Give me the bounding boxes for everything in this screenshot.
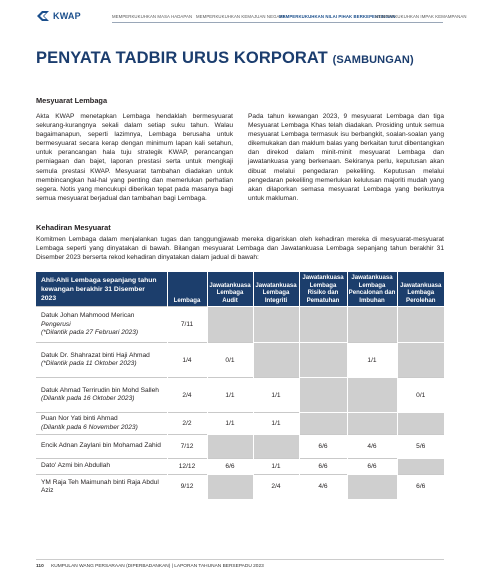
member-name-cell xyxy=(36,475,167,499)
member-appointment-note: (*Dilantik pada 27 Februari 2023) xyxy=(41,329,139,337)
member-name-cell xyxy=(36,307,167,343)
attendance-value: 1/1 xyxy=(207,378,253,413)
member-appointment-note: (Dilantik pada 16 Oktober 2023) xyxy=(41,395,135,403)
col-header-perolehan: Jawatankuasa Lembaga Perolehan xyxy=(397,272,444,307)
col-header-risiko: Jawatankuasa Lembaga Risiko dan Pematuhan xyxy=(299,272,347,307)
attendance-value: 6/6 xyxy=(207,459,253,475)
not-applicable-cell xyxy=(299,413,347,435)
attendance-value: 1/1 xyxy=(253,378,299,413)
not-applicable-cell xyxy=(253,307,299,343)
attendance-value: 0/1 xyxy=(397,378,444,413)
not-applicable-cell xyxy=(207,307,253,343)
attendance-value: 6/6 xyxy=(347,459,397,475)
member-name-cell xyxy=(36,435,167,459)
not-applicable-cell xyxy=(299,343,347,378)
table-row xyxy=(36,475,444,499)
member-name: Puan Nor Yati binti Ahmad xyxy=(41,415,118,423)
table-row xyxy=(36,459,444,475)
table-row xyxy=(36,307,444,343)
not-applicable-cell xyxy=(347,413,397,435)
col-header-lembaga: Lembaga xyxy=(167,272,207,307)
member-role: Pengerusi xyxy=(41,320,71,328)
attendance-value: 6/6 xyxy=(397,475,444,499)
page-number: 110 xyxy=(36,564,44,569)
not-applicable-cell xyxy=(253,343,299,378)
member-name-cell xyxy=(36,343,167,378)
member-appointment-note: (Dilantik pada 6 November 2023) xyxy=(41,423,138,431)
attendance-value: 1/4 xyxy=(167,343,207,378)
member-appointment-note: (*Dilantik pada 11 Oktober 2023) xyxy=(41,360,137,368)
nav-tab-impak-kemampanan[interactable]: MEMPERKUKUHKAN IMPAK KEMAMPANAN xyxy=(375,14,467,19)
not-applicable-cell xyxy=(397,413,444,435)
footer-text: KUMPULAN WANG PERSARAAN (DIPERBADANKAN) | LAPORAN TAHUNAN BERSEPADU 2023 xyxy=(51,564,264,569)
kwap-logo[interactable] xyxy=(36,10,81,22)
not-applicable-cell xyxy=(299,378,347,413)
not-applicable-cell xyxy=(347,378,397,413)
col-header-integriti: Jawatankuasa Lembaga Integriti xyxy=(253,272,299,307)
table-row xyxy=(36,343,444,378)
footer-divider xyxy=(36,559,444,560)
top-header xyxy=(0,0,480,34)
paragraph-left: Akta KWAP menetapkan Lembaga hendaklah bermesyuarat sekurang-kurangnya sekali dalam setiap suku tahun. Walau bagaimanapun, seperti lazimnya, Lembaga berusaha untuk bermesyuarat secara kerap dengan minimum lapan kali setahun, untuk perancangan hala tuju strategik KWAP, perancangan perniagaan dan bajet, laporan prestasi serta untuk mengkaji semula prestasi KWAP. Mesyuarat tambahan diadakan untuk membincangkan hal-hal yang penting dan memerlukan perhatian segera. Notis yang mencukupi diberikan tepat pada masanya bagi semua mesyuarat berjadual dan tambahan bagi Lembaga. xyxy=(36,113,233,202)
nav-tab-nilai-pihak[interactable]: MEMPERKUKUHKAN NILAI PIHAK BERKEPENTINGAN xyxy=(279,14,396,19)
page-footer xyxy=(36,564,264,569)
attendance-value: 4/6 xyxy=(347,435,397,459)
not-applicable-cell xyxy=(397,343,444,378)
attendance-value: 0/1 xyxy=(207,343,253,378)
section-nav xyxy=(112,14,467,19)
paragraph-right: Pada tahun kewangan 2023, 9 mesyuarat Lembaga dan tiga Mesyuarat Lembaga Khas telah diadakan. Prosiding untuk semua mesyuarat Lembaga termasuk isu berbangkit, soalan-soalan yang dikemukakan dan maklum balas yang berkaitan turut dibentangkan dan direkod dalam minit-minit mesyuarat Lembaga dan jawatankuasa yang berkenaan. Sekiranya perlu, keputusan akan dibuat melalui pengedaran pekeliling. Keputusan melalui pengedaran pekeliling memerlukan kelulusan majoriti mudah yang akan dilaporkan semasa mesyuarat Lembaga yang berikutnya untuk makluman. xyxy=(248,113,444,202)
attendance-value: 7/11 xyxy=(167,307,207,343)
section-heading-kehadiran: Kehadiran Mesyuarat xyxy=(36,223,111,232)
attendance-value: 1/1 xyxy=(253,459,299,475)
member-name: YM Raja Teh Maimunah binti Raja Abdul Aziz xyxy=(41,478,159,494)
member-name-cell xyxy=(36,459,167,475)
attendance-value: 6/6 xyxy=(299,435,347,459)
member-name-cell xyxy=(36,413,167,435)
not-applicable-cell xyxy=(207,435,253,459)
attendance-value: 9/12 xyxy=(167,475,207,499)
attendance-value: 12/12 xyxy=(167,459,207,475)
nav-tab-kemajuan-negara[interactable]: MEMPERKUKUHKAN KEMAJUAN NEGARA xyxy=(196,14,286,19)
member-name: Datuk Johan Mahmood Merican xyxy=(41,312,135,320)
not-applicable-cell xyxy=(347,307,397,343)
attendance-table-body xyxy=(36,307,444,499)
not-applicable-cell xyxy=(253,435,299,459)
member-name-cell xyxy=(36,378,167,413)
col-header-members: Ahli-Ahli Lembaga sepanjang tahun kewangan berakhir 31 Disember 2023 xyxy=(36,272,167,307)
page-title xyxy=(36,49,414,68)
not-applicable-cell xyxy=(347,475,397,499)
table-row xyxy=(36,413,444,435)
section-heading-mesyuarat: Mesyuarat Lembaga xyxy=(36,96,108,105)
attendance-value: 6/6 xyxy=(299,459,347,475)
attendance-value: 1/1 xyxy=(347,343,397,378)
page-title-sub: (SAMBUNGAN) xyxy=(332,54,414,66)
not-applicable-cell xyxy=(207,475,253,499)
kwap-logo-icon xyxy=(36,10,50,22)
not-applicable-cell xyxy=(299,307,347,343)
attendance-value: 1/1 xyxy=(253,413,299,435)
member-name: Datuk Dr. Shahrazat binti Haji Ahmad xyxy=(41,351,150,359)
table-row xyxy=(36,435,444,459)
attendance-value: 1/1 xyxy=(207,413,253,435)
member-name: Dato' Azmi bin Abdullah xyxy=(41,462,111,470)
table-header-row xyxy=(36,272,444,307)
attendance-value: 7/12 xyxy=(167,435,207,459)
attendance-table xyxy=(36,272,444,499)
attendance-value: 2/2 xyxy=(167,413,207,435)
nav-tab-masa-hadapan[interactable]: MEMPERKUKUHKAN MASA HADAPAN xyxy=(112,14,193,19)
col-header-pencalonan: Jawatankuasa Lembaga Pencalonan dan Imbuhan xyxy=(347,272,397,307)
nav-divider xyxy=(112,22,443,23)
page-title-main: PENYATA TADBIR URUS KORPORAT xyxy=(36,49,328,67)
table-row xyxy=(36,378,444,413)
member-name: Encik Adnan Zaylani bin Mohamad Zahid xyxy=(41,442,161,450)
logo-text: KWAP xyxy=(53,11,81,21)
col-header-audit: Jawatankuasa Lembaga Audit xyxy=(207,272,253,307)
attendance-value: 4/6 xyxy=(299,475,347,499)
not-applicable-cell xyxy=(397,459,444,475)
attendance-value: 2/4 xyxy=(167,378,207,413)
attendance-value: 5/6 xyxy=(397,435,444,459)
paragraph-intro: Komitmen Lembaga dalam menjalankan tugas dan tanggungjawab mereka digariskan oleh kehadiran mereka di mesyuarat-mesyuarat Lembaga seperti yang dinyatakan di bawah. Bilangan mesyuarat Lembaga dan Jawatankuasa Lembaga sepanjang tahun berakhir 31 Disember 2023 berserta rekod kehadiran dinyatakan dalam jadual di bawah: xyxy=(36,236,444,261)
not-applicable-cell xyxy=(397,307,444,343)
attendance-value: 2/4 xyxy=(253,475,299,499)
member-name: Datuk Ahmad Terrirudin bin Mohd Salleh xyxy=(41,386,159,394)
